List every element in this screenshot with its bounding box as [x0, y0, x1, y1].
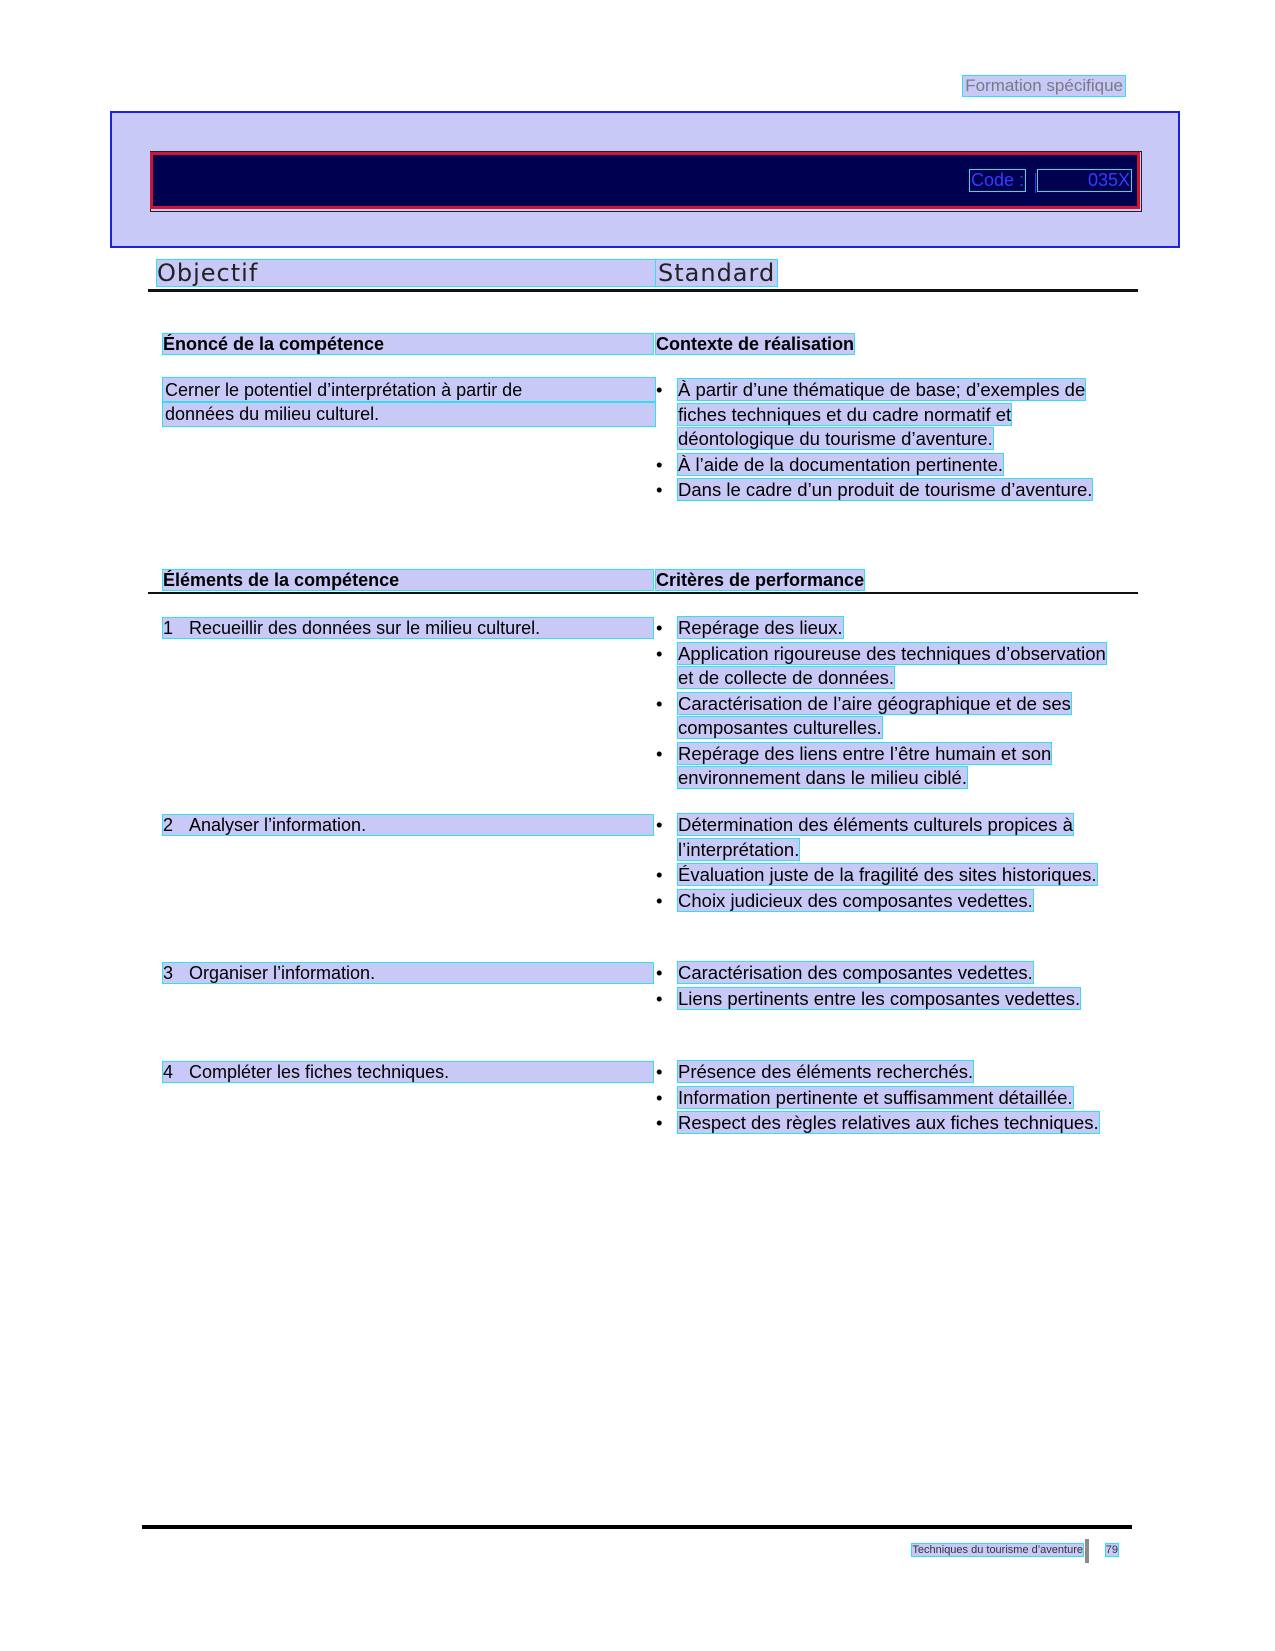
criterion: Respect des règles relatives aux fiches techniques. — [678, 1112, 1099, 1133]
list-item — [656, 642, 1124, 691]
element-text: Recueillir des données sur le milieu culturel. — [189, 618, 541, 638]
context-heading: Contexte de réalisation — [656, 334, 855, 354]
criteria-heading: Critères de performance — [656, 570, 865, 590]
title-rule — [148, 289, 1138, 292]
code-label: Code : — [970, 170, 1024, 190]
list-item — [656, 378, 1116, 452]
criterion: Évaluation juste de la fragilité des sites historiques. — [678, 864, 1097, 885]
list-item — [656, 742, 1124, 791]
criterion: Caractérisation de l’aire géographique et de ses composantes culturelles. — [678, 692, 1071, 738]
element-4 — [163, 1062, 653, 1082]
competence-statement — [163, 378, 643, 426]
criteria-list-1 — [656, 616, 1124, 792]
element-number: 2 — [163, 815, 174, 835]
criteria-list-4 — [656, 1060, 1126, 1137]
competence-heading: Énoncé de la compétence — [163, 334, 653, 354]
element-number: 1 — [163, 618, 174, 638]
footer-rule — [142, 1525, 1132, 1529]
list-item — [656, 961, 1096, 986]
element-text: Organiser l’information. — [189, 963, 376, 983]
element-number: 3 — [163, 963, 174, 983]
element-2 — [163, 815, 653, 835]
criterion: Information pertinente et suffisamment détaillée. — [678, 1086, 1073, 1108]
competence-line-2: données du milieu culturel. — [163, 402, 655, 426]
element-text: Compléter les fiches techniques. — [189, 1062, 450, 1082]
element-1 — [163, 618, 653, 638]
element-3 — [163, 963, 653, 983]
list-item — [656, 616, 1124, 641]
criterion: Choix judicieux des composantes vedettes. — [678, 889, 1033, 911]
criterion: Présence des éléments recherchés. — [678, 1061, 974, 1082]
footer-separator — [1085, 1539, 1089, 1563]
context-item-3: Dans le cadre d’un produit de tourisme d’aventure. — [678, 479, 1093, 500]
running-head: Formation spécifique — [965, 76, 1123, 95]
code-value: 035X — [1038, 170, 1131, 191]
objective-title: Objectif — [157, 260, 657, 286]
criterion: Détermination des éléments culturels propices à l’interprétation. — [678, 814, 1073, 860]
element-text: Analyser l’information. — [189, 815, 367, 835]
criterion: Repérage des liens entre l’être humain et son environnement dans le milieu ciblé. — [678, 742, 1052, 788]
header-banner — [110, 111, 1180, 248]
list-item — [656, 889, 1124, 914]
criteria-list-3 — [656, 961, 1096, 1012]
criterion: Application rigoureuse des techniques d’observation et de collecte de données. — [678, 642, 1106, 688]
criteria-list-2 — [656, 813, 1124, 914]
section-rule — [148, 592, 1138, 594]
list-item — [656, 1086, 1126, 1111]
list-item — [656, 1060, 1126, 1085]
competence-line-1: Cerner le potentiel d’interprétation à partir de — [163, 378, 655, 402]
list-item — [656, 863, 1124, 888]
criterion: Caractérisation des composantes vedettes. — [678, 962, 1033, 983]
list-item — [656, 1111, 1126, 1136]
element-number: 4 — [163, 1062, 174, 1082]
context-item-1: À partir d’une thématique de base; d’exemples de fiches techniques et du cadre normatif et déontologique du tourisme d’aventure. — [678, 379, 1086, 449]
list-item — [656, 813, 1124, 862]
list-item — [656, 692, 1124, 741]
context-item-2: À l’aide de la documentation pertinente. — [678, 453, 1003, 475]
criterion: Repérage des lieux. — [678, 617, 843, 638]
standard-title: Standard — [658, 259, 776, 287]
list-item — [656, 478, 1116, 503]
elements-heading: Éléments de la compétence — [163, 570, 653, 590]
page-number: 79 — [1105, 1544, 1118, 1556]
criterion: Liens pertinents entre les composantes vedettes. — [678, 987, 1081, 1009]
code-separator — [1035, 173, 1036, 193]
footer-title: Techniques du tourisme d’aventure — [912, 1544, 1083, 1556]
banner-bar — [150, 152, 1140, 209]
list-item — [656, 987, 1096, 1012]
list-item — [656, 453, 1116, 478]
context-list — [656, 378, 1116, 504]
